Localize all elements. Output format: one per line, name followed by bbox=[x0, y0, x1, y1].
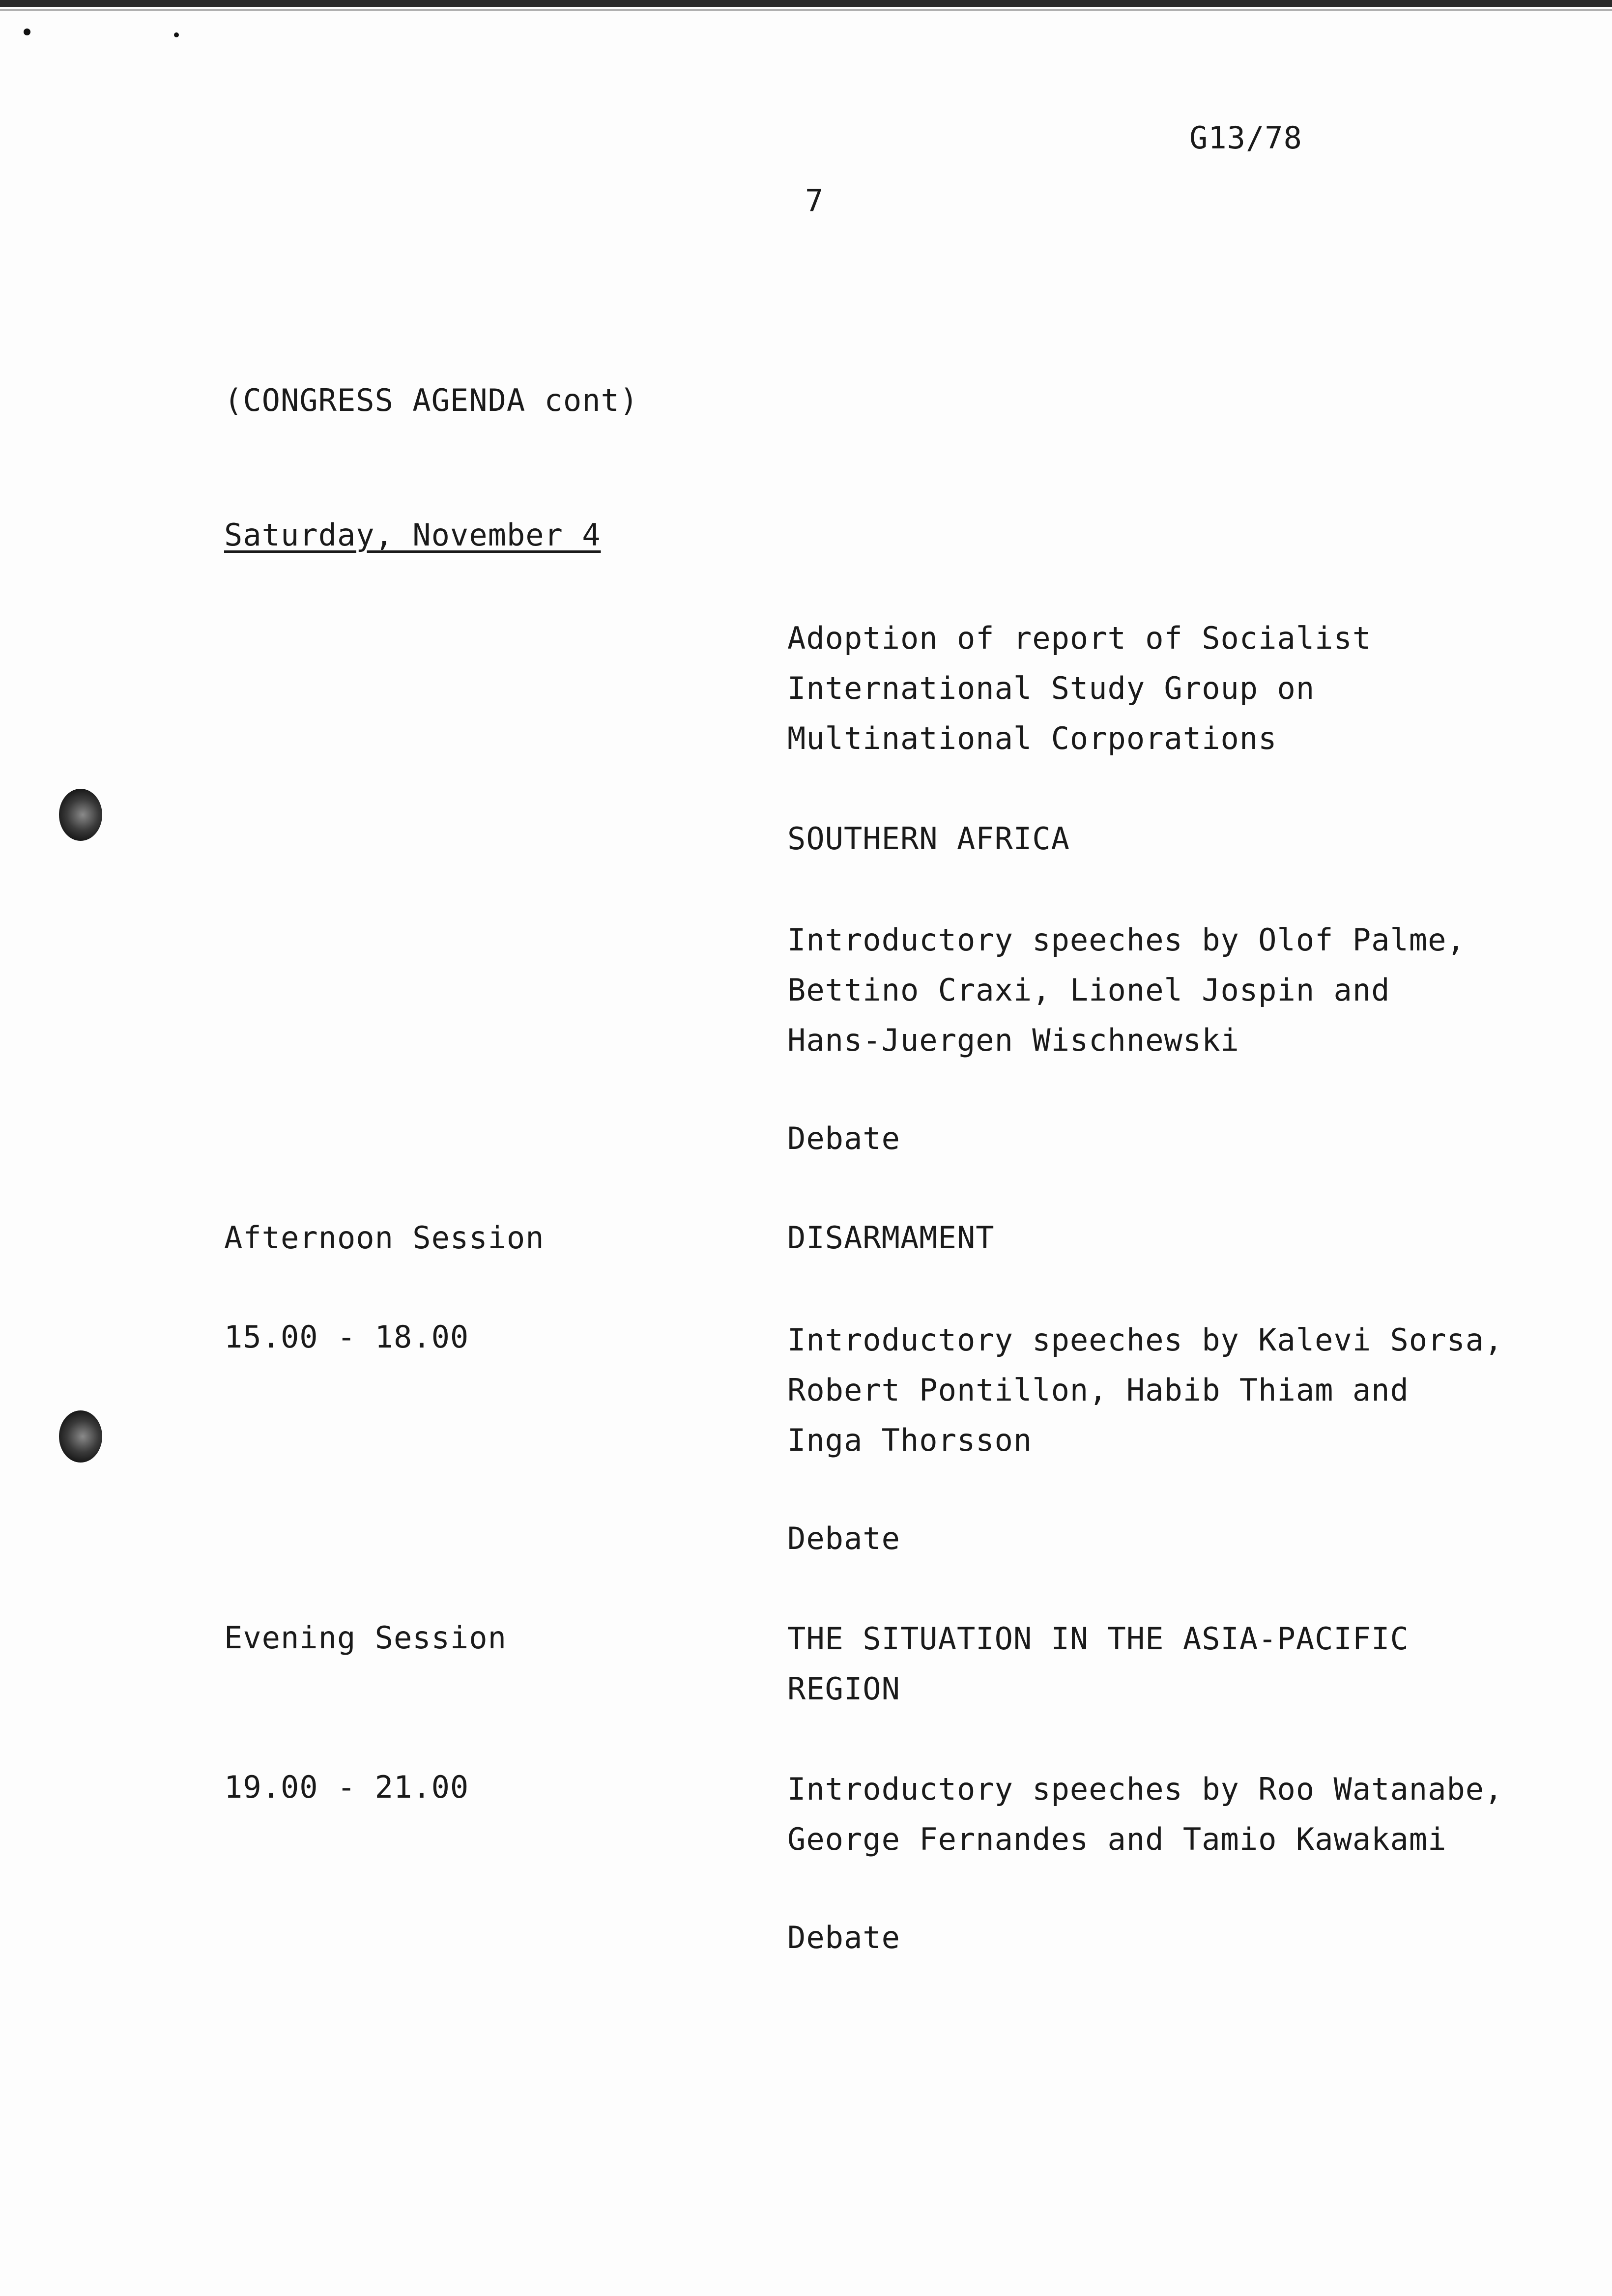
dis-speeches-line-3: Inga Thorsson bbox=[787, 1422, 1033, 1458]
evening-session-label: Evening Session bbox=[224, 1620, 507, 1656]
punch-hole bbox=[59, 1410, 102, 1463]
sa-speeches-line-3: Hans-Juergen Wischnewski bbox=[787, 1022, 1239, 1058]
adoption-line-2: International Study Group on bbox=[787, 670, 1315, 706]
top-border-line bbox=[0, 0, 1612, 7]
day-heading: Saturday, November 4 bbox=[224, 517, 601, 553]
ink-speck bbox=[24, 29, 30, 35]
debate-item: Debate bbox=[787, 1920, 900, 1955]
page-number: 7 bbox=[805, 183, 824, 219]
topic-asia-pacific-line-1: THE SITUATION IN THE ASIA-PACIFIC bbox=[787, 1621, 1409, 1657]
sa-speeches-line-2: Bettino Craxi, Lionel Jospin and bbox=[787, 972, 1390, 1008]
afternoon-session-label: Afternoon Session bbox=[224, 1220, 545, 1256]
ink-speck bbox=[174, 32, 179, 37]
debate-item: Debate bbox=[787, 1120, 900, 1156]
dis-speeches-line-2: Robert Pontillon, Habib Thiam and bbox=[787, 1372, 1409, 1408]
asia-speeches-line-2: George Fernandes and Tamio Kawakami bbox=[787, 1821, 1447, 1857]
topic-disarmament: DISARMAMENT bbox=[787, 1220, 995, 1256]
document-reference: G13/78 bbox=[1189, 120, 1302, 156]
debate-item: Debate bbox=[787, 1521, 900, 1556]
topic-southern-africa: SOUTHERN AFRICA bbox=[787, 821, 1070, 857]
punch-hole bbox=[59, 789, 102, 841]
afternoon-session-time: 15.00 - 18.00 bbox=[224, 1319, 469, 1355]
adoption-line-1: Adoption of report of Socialist bbox=[787, 620, 1372, 656]
sa-speeches-line-1: Introductory speeches by Olof Palme, bbox=[787, 922, 1466, 958]
agenda-heading: (CONGRESS AGENDA cont) bbox=[224, 382, 639, 418]
topic-asia-pacific-line-2: REGION bbox=[787, 1671, 900, 1707]
asia-speeches-line-1: Introductory speeches by Roo Watanabe, bbox=[787, 1771, 1503, 1807]
dis-speeches-line-1: Introductory speeches by Kalevi Sorsa, bbox=[787, 1322, 1503, 1358]
adoption-line-3: Multinational Corporations bbox=[787, 720, 1277, 756]
top-border-shadow bbox=[0, 9, 1612, 11]
evening-session-time: 19.00 - 21.00 bbox=[224, 1769, 469, 1805]
